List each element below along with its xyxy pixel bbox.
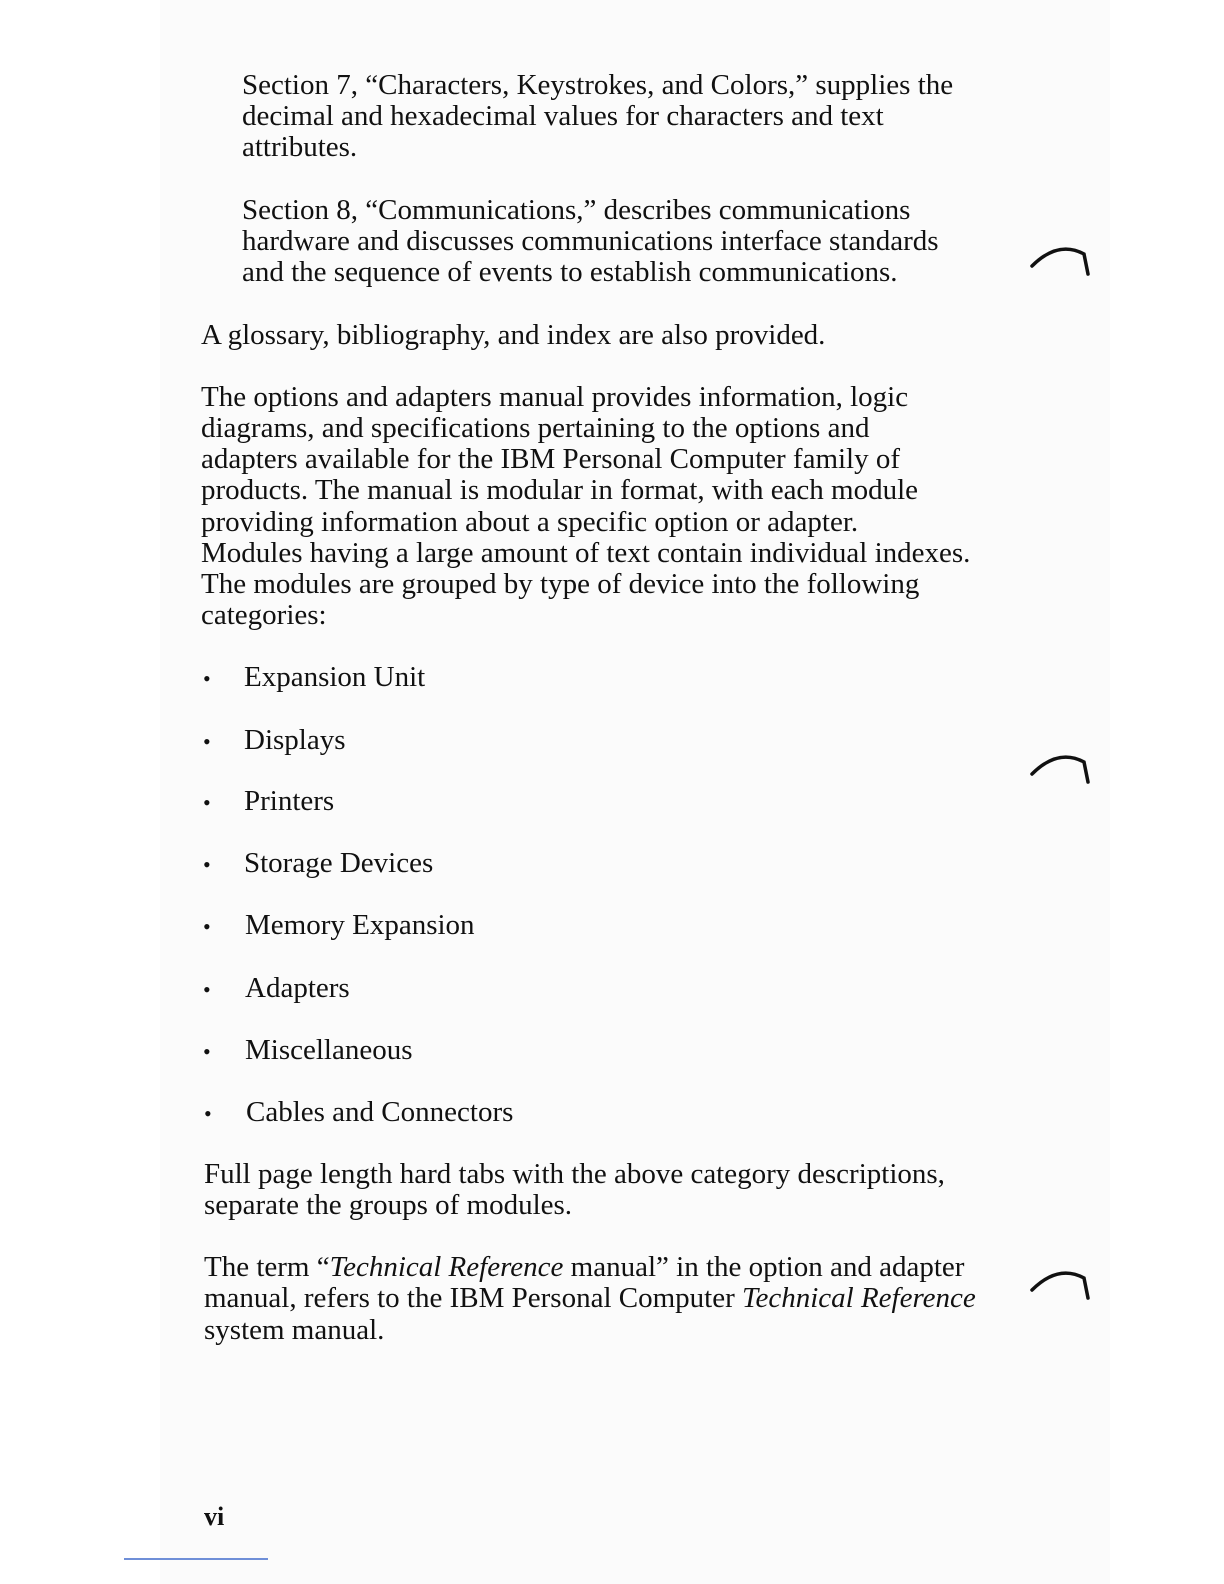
section7-line-3: attributes. <box>242 131 358 163</box>
term-note-line-3: system manual. <box>204 1314 385 1346</box>
bullet-icon: • <box>203 666 211 691</box>
section8-line-2: hardware and discusses communications interface standards <box>242 225 939 257</box>
term-note-text: manual, refers to the IBM Personal Computer <box>204 1282 742 1314</box>
term-note-italic-title: Technical Reference <box>329 1251 564 1283</box>
section8-line-1: Section 8, “Communications,” describes communications <box>242 194 911 226</box>
term-note-text: The term “ <box>204 1251 330 1283</box>
bullet-icon: • <box>203 1039 211 1064</box>
bullet-icon: • <box>203 852 211 877</box>
term-note-line-2 <box>204 1283 976 1314</box>
bullet-icon: • <box>203 914 211 939</box>
bullet-icon: • <box>204 1101 212 1126</box>
category-label: Expansion Unit <box>244 661 426 693</box>
hard-tabs-line-2: separate the groups of modules. <box>204 1189 573 1221</box>
hard-tabs-line-1: Full page length hard tabs with the above category descriptions, <box>204 1158 945 1190</box>
options-manual-line-8: categories: <box>201 599 327 631</box>
category-label: Printers <box>244 785 335 817</box>
binder-hole-icon <box>1030 752 1092 792</box>
category-label: Memory Expansion <box>245 909 475 941</box>
options-manual-line-2: diagrams, and specifications pertaining to the options and <box>201 412 870 444</box>
bullet-icon: • <box>203 790 211 815</box>
bullet-icon: • <box>203 977 211 1002</box>
options-manual-line-1: The options and adapters manual provides information, logic <box>201 381 909 413</box>
category-label: Displays <box>244 724 346 756</box>
options-manual-line-7: The modules are grouped by type of device into the following <box>201 568 920 600</box>
term-note-text: manual” in the option and adapter <box>563 1251 965 1283</box>
category-label: Storage Devices <box>244 847 434 879</box>
category-label: Cables and Connectors <box>246 1096 514 1128</box>
glossary-sentence: A glossary, bibliography, and index are also provided. <box>201 319 826 351</box>
category-label: Adapters <box>245 972 350 1004</box>
section7-line-2: decimal and hexadecimal values for characters and text <box>242 100 884 132</box>
binder-hole-icon <box>1030 244 1092 284</box>
category-label: Miscellaneous <box>245 1034 413 1066</box>
term-note-line-1 <box>204 1252 964 1283</box>
bullet-icon: • <box>203 729 211 754</box>
options-manual-line-4: products. The manual is modular in format, with each module <box>201 474 919 506</box>
section8-line-3: and the sequence of events to establish communications. <box>242 256 898 288</box>
footer-underline <box>124 1558 268 1560</box>
page-number: vi <box>204 1502 225 1531</box>
section7-line-1: Section 7, “Characters, Keystrokes, and Colors,” supplies the <box>242 69 954 101</box>
term-note-italic-title: Technical Reference <box>742 1282 976 1314</box>
options-manual-line-5: providing information about a specific option or adapter. <box>201 506 859 538</box>
binder-hole-icon <box>1030 1268 1092 1308</box>
options-manual-line-3: adapters available for the IBM Personal Computer family of <box>201 443 901 475</box>
options-manual-line-6: Modules having a large amount of text contain individual indexes. <box>201 537 971 569</box>
